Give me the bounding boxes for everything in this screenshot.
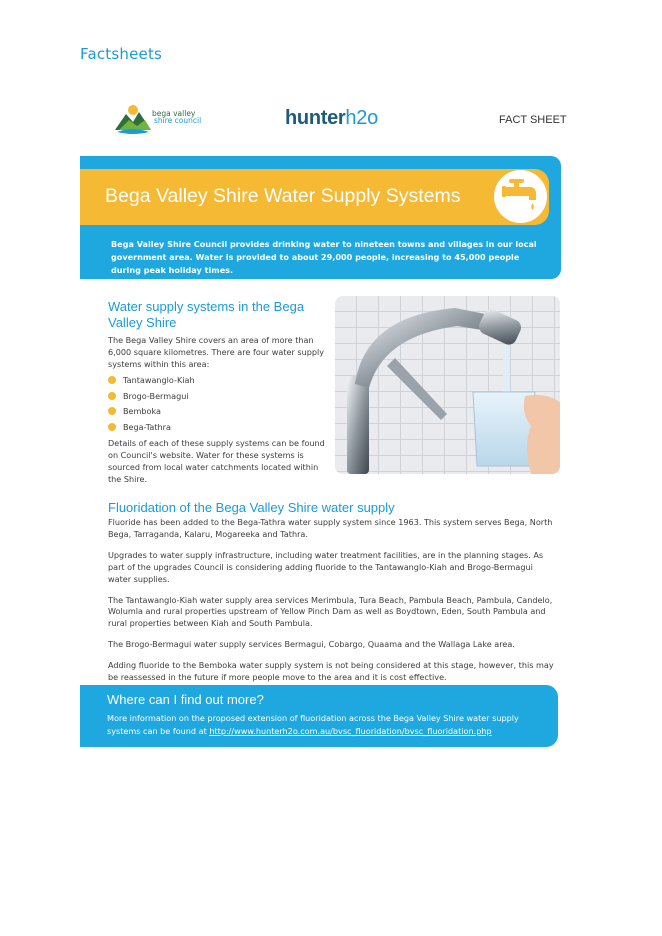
fluoridation-paragraph: Upgrades to water supply infrastructure, including water treatment facilities, are in the planning stages. As part of the upgrades Council is considering adding fluoride to the Tantawanglo-Kiah and Brogo-Bermagui water supplies. <box>108 549 544 584</box>
bega-valley-logo <box>113 102 223 138</box>
more-info-sentence: More information on the proposed extension of fluoridation across the Bega Valley Shire water supply systems can be found at <box>107 713 519 736</box>
bullet-dot-icon <box>108 392 116 400</box>
section-fluoridation-body <box>108 517 556 693</box>
list-item-label: Bega-Tathra <box>123 422 171 433</box>
list-item <box>108 390 195 406</box>
section-water-supply-details: Details of each of these supply systems can be found on Council's website. Water for these systems is sourced from local water catchments located within the Shire. <box>108 438 325 484</box>
more-info-text <box>107 712 547 737</box>
h2o-logo-text: h2o <box>345 107 378 129</box>
bega-logo-line1: bega valley <box>152 109 196 118</box>
list-item-label: Tantawanglo-Kiah <box>123 375 195 385</box>
hunter-h2o-logo <box>285 107 378 130</box>
list-item-label: Brogo-Bermagui <box>123 390 189 401</box>
fluoridation-paragraph: Adding fluoride to the Bemboka water supply system is not being considered at this stage, however, this may be reassessed in the future if more people move to the area and it is cost effective. <box>108 660 554 683</box>
bullet-dot-icon <box>108 376 116 384</box>
list-item <box>108 421 195 437</box>
bega-logo-line2: shire council <box>154 116 202 125</box>
bullet-dot-icon <box>108 423 116 431</box>
mountain-logo-icon <box>113 102 153 138</box>
fluoridation-paragraph: The Brogo-Bermagui water supply services Bermagui, Cobargo, Quaama and the Wallaga Lake area. <box>108 639 515 650</box>
section-water-supply-heading: Water supply systems in the Bega Valley Shire <box>108 299 305 330</box>
more-info-heading: Where can I find out more? <box>107 692 264 707</box>
document-title: Bega Valley Shire Water Supply Systems <box>105 185 461 207</box>
list-item <box>108 405 195 421</box>
bullet-dot-icon <box>108 407 116 415</box>
list-item <box>108 374 195 390</box>
water-tap-icon <box>494 170 547 223</box>
fluoridation-info-link[interactable]: http://www.hunterh2o.com.au/bvsc_fluoridation/bvsc_fluoridation.php <box>209 725 492 736</box>
section-fluoridation-heading: Fluoridation of the Bega Valley Shire water supply <box>108 500 395 515</box>
intro-text: Bega Valley Shire Council provides drinking water to nineteen towns and villages in our local government area. Water is provided to about 29,000 people, increasing to 45,000 people during peak holiday times. <box>111 239 537 275</box>
fluoridation-paragraph: Fluoride has been added to the Bega-Tathra water supply system since 1963. This system serves Bega, North Bega, Tarraganda, Kalaru, Mogareeka and Tathra. <box>108 517 553 539</box>
list-item-label: Bemboka <box>123 406 162 417</box>
page-header-title: Factsheets <box>80 45 163 63</box>
hunter-logo-text: hunter <box>285 107 346 129</box>
section-water-supply-body: The Bega Valley Shire covers an area of more than 6,000 square kilometres. There are four water supply systems within this area: <box>108 335 325 369</box>
title-band <box>80 169 549 225</box>
more-info-panel <box>80 685 558 747</box>
water-systems-list <box>108 374 195 437</box>
fact-sheet-label: FACT SHEET <box>499 114 567 126</box>
intro-panel <box>80 156 561 279</box>
fluoridation-paragraph: The Tantawanglo-Kiah water supply area services Merimbula, Tura Beach, Pambula Beach, Pambula, Candelo, Wolumla and rural properties upstream of Yellow Pinch Dam as well as Boydtown, Eden, South Pambula and rural properties between Kiah and South Pambula. <box>108 594 553 629</box>
tap-and-glass-photo <box>335 296 560 474</box>
